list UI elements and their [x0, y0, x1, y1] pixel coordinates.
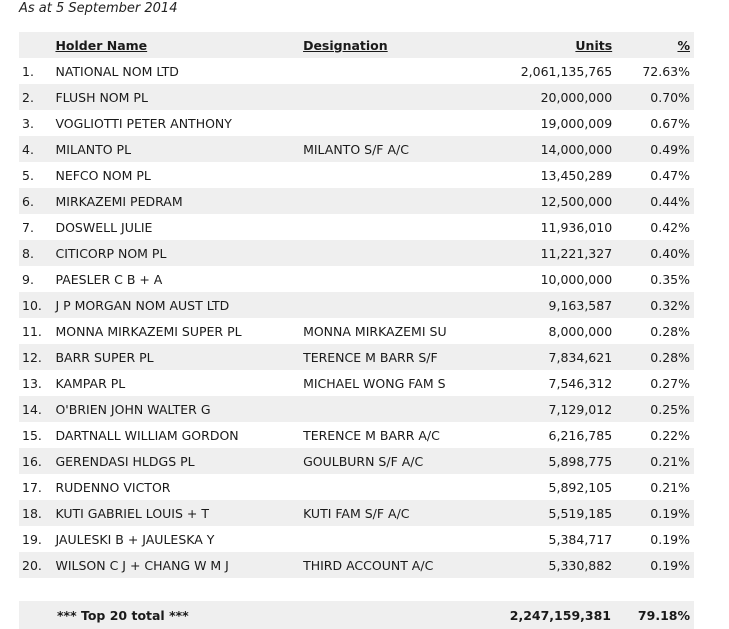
total-units: 2,247,159,381 [499, 601, 611, 629]
row-units: 11,221,327 [501, 240, 612, 266]
total-row [19, 601, 694, 629]
row-designation: TERENCE M BARR A/C [303, 427, 440, 443]
row-holder-name: DOSWELL JULIE [55, 219, 153, 235]
row-rank: 10. [19, 292, 55, 318]
row-designation: THIRD ACCOUNT A/C [303, 552, 501, 578]
row-holder-name: VOGLIOTTI PETER ANTHONY [55, 115, 232, 131]
row-rank: 18. [19, 500, 55, 526]
row-designation [303, 188, 501, 214]
header-designation: Designation [303, 32, 501, 58]
table-row [19, 214, 694, 240]
row-designation [303, 58, 501, 84]
row-units: 7,129,012 [501, 396, 612, 422]
table-row [19, 266, 694, 292]
header-percent: % [612, 32, 694, 58]
row-units: 19,000,009 [540, 115, 613, 131]
row-holder-name: RUDENNO VICTOR [55, 479, 171, 495]
row-percent: 72.63% [642, 63, 690, 79]
row-percent: 0.49% [612, 136, 694, 162]
row-rank: 12. [19, 344, 55, 370]
table-row [19, 162, 694, 188]
row-percent: 0.40% [612, 240, 694, 266]
row-units: 20,000,000 [501, 84, 612, 110]
row-percent: 0.19% [612, 552, 694, 578]
row-rank: 13. [22, 375, 42, 391]
row-holder-name: O'BRIEN JOHN WALTER G [55, 396, 303, 422]
row-units: 13,450,289 [540, 167, 613, 183]
row-rank: 15. [22, 427, 42, 443]
row-percent: 0.19% [612, 500, 694, 526]
total-percent: 79.18% [611, 601, 694, 629]
table-row [19, 422, 694, 448]
table-row [19, 500, 694, 526]
row-rank: 8. [19, 240, 55, 266]
row-holder-name: FLUSH NOM PL [55, 84, 303, 110]
table-row [19, 448, 694, 474]
row-percent: 0.22% [650, 427, 690, 443]
row-percent: 0.21% [650, 479, 690, 495]
table-row [19, 370, 694, 396]
row-units: 2,061,135,765 [520, 63, 613, 79]
row-rank: 16. [19, 448, 55, 474]
row-designation: GOULBURN S/F A/C [303, 448, 501, 474]
row-rank: 1. [22, 63, 34, 79]
row-units: 11,936,010 [540, 219, 613, 235]
header-rank [19, 32, 55, 58]
row-designation [303, 110, 501, 136]
row-percent: 0.35% [650, 271, 690, 287]
row-units: 10,000,000 [540, 271, 613, 287]
row-designation: MONNA MIRKAZEMI SU [303, 323, 447, 339]
row-percent: 0.70% [612, 84, 694, 110]
row-holder-name: CITICORP NOM PL [55, 240, 303, 266]
row-designation [303, 526, 501, 552]
row-percent: 0.28% [650, 323, 690, 339]
row-holder-name: PAESLER C B + A [55, 271, 163, 287]
top-holders-table [19, 32, 694, 578]
table-header-row [19, 32, 694, 58]
row-percent: 0.19% [650, 531, 690, 547]
row-units: 7,546,312 [548, 375, 613, 391]
row-holder-name: KAMPAR PL [55, 375, 126, 391]
row-units: 6,216,785 [548, 427, 613, 443]
table-row [19, 552, 694, 578]
table-row [19, 188, 694, 214]
row-percent: 0.42% [650, 219, 690, 235]
row-units: 5,330,882 [501, 552, 612, 578]
row-designation: MICHAEL WONG FAM S [303, 375, 446, 391]
row-designation [303, 292, 501, 318]
row-rank: 7. [22, 219, 34, 235]
row-holder-name: NEFCO NOM PL [55, 167, 151, 183]
row-units: 12,500,000 [501, 188, 612, 214]
row-rank: 4. [19, 136, 55, 162]
row-holder-name: GERENDASI HLDGS PL [55, 448, 303, 474]
table-row [19, 318, 694, 344]
row-percent: 0.25% [612, 396, 694, 422]
row-rank: 2. [19, 84, 55, 110]
table-row [19, 344, 694, 370]
row-designation [303, 266, 501, 292]
row-holder-name: BARR SUPER PL [55, 344, 303, 370]
row-units: 7,834,621 [501, 344, 612, 370]
as-at-date: As at 5 September 2014 [19, 1, 178, 16]
row-designation [303, 396, 501, 422]
table-row [19, 136, 694, 162]
row-rank: 20. [19, 552, 55, 578]
row-holder-name: DARTNALL WILLIAM GORDON [55, 427, 239, 443]
row-units: 5,892,105 [548, 479, 613, 495]
table-row [19, 58, 694, 84]
total-label: *** Top 20 total *** [19, 601, 499, 629]
table-row [19, 292, 694, 318]
row-percent: 0.28% [612, 344, 694, 370]
row-rank: 14. [19, 396, 55, 422]
header-holder-name: Holder Name [55, 32, 303, 58]
row-rank: 9. [22, 271, 34, 287]
row-holder-name: MIRKAZEMI PEDRAM [55, 188, 303, 214]
row-rank: 6. [19, 188, 55, 214]
row-percent: 0.44% [612, 188, 694, 214]
row-designation [303, 84, 501, 110]
table-row [19, 474, 694, 500]
top-20-total-table [19, 601, 694, 629]
row-designation [303, 474, 501, 500]
row-designation: KUTI FAM S/F A/C [303, 500, 501, 526]
row-holder-name: WILSON C J + CHANG W M J [55, 552, 303, 578]
row-holder-name: MONNA MIRKAZEMI SUPER PL [55, 323, 242, 339]
row-designation [303, 162, 501, 188]
row-holder-name: JAULESKI B + JAULESKA Y [55, 531, 215, 547]
table-row [19, 84, 694, 110]
row-holder-name: J P MORGAN NOM AUST LTD [55, 292, 303, 318]
row-rank: 19. [22, 531, 42, 547]
row-rank: 5. [22, 167, 34, 183]
row-designation [303, 240, 501, 266]
row-percent: 0.47% [650, 167, 690, 183]
row-percent: 0.21% [612, 448, 694, 474]
row-designation: TERENCE M BARR S/F [303, 344, 501, 370]
row-percent: 0.27% [650, 375, 690, 391]
header-units: Units [501, 32, 612, 58]
table-row [19, 110, 694, 136]
table-row [19, 396, 694, 422]
row-holder-name: KUTI GABRIEL LOUIS + T [55, 500, 303, 526]
row-percent: 0.32% [612, 292, 694, 318]
row-units: 5,519,185 [501, 500, 612, 526]
row-percent: 0.67% [650, 115, 690, 131]
row-units: 5,898,775 [501, 448, 612, 474]
row-rank: 17. [22, 479, 42, 495]
row-units: 14,000,000 [501, 136, 612, 162]
table-row [19, 240, 694, 266]
row-rank: 3. [22, 115, 34, 131]
row-units: 5,384,717 [548, 531, 613, 547]
table-row [19, 526, 694, 552]
row-holder-name: MILANTO PL [55, 136, 303, 162]
row-holder-name: NATIONAL NOM LTD [55, 63, 179, 79]
row-designation [303, 214, 501, 240]
row-designation: MILANTO S/F A/C [303, 136, 501, 162]
row-units: 9,163,587 [501, 292, 612, 318]
row-units: 8,000,000 [548, 323, 613, 339]
table-body [19, 58, 694, 578]
row-rank: 11. [22, 323, 42, 339]
